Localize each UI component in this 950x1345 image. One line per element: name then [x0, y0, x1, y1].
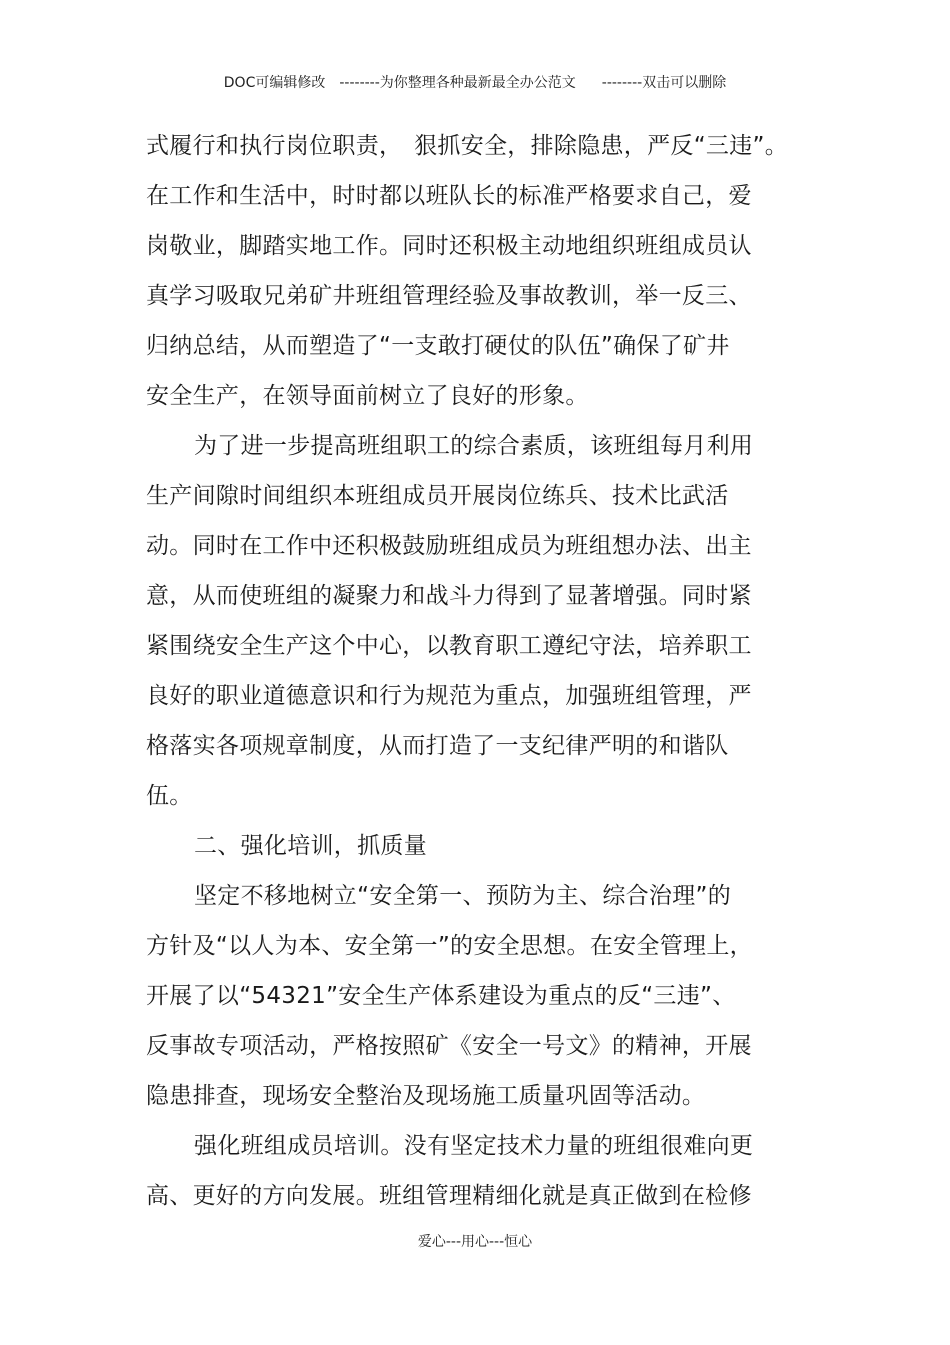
text-line: 归纳总结，从而塑造了“一支敢打硬仗的队伍”确保了矿井: [146, 333, 730, 359]
text-line: 意，从而使班组的凝聚力和战斗力得到了显著增强。同时紧: [146, 583, 752, 609]
text-line: 高、更好的方向发展。班组管理精细化就是真正做到在检修: [146, 1183, 752, 1209]
text-line: 真学习吸取兄弟矿井班组管理经验及事故教训，举一反三、: [146, 283, 752, 309]
text-line: 方针及“以人为本、安全第一”的安全思想。在安全管理上，: [146, 933, 753, 959]
header-doc-label: DOC可编辑修改: [223, 75, 326, 91]
text-line: 安全生产，在领导面前树立了良好的形象。: [146, 383, 589, 409]
text-line: 紧围绕安全生产这个中心，以教育职工遵纪守法，培养职工: [146, 633, 752, 659]
paragraph-start-line: 强化班组成员培训。没有坚定技术力量的班组很难向更: [194, 1133, 754, 1159]
text-line: 格落实各项规章制度，从而打造了一支纪律严明的和谐队: [146, 733, 729, 759]
section-heading: 二、强化培训，抓质量: [194, 833, 427, 859]
text-line: 岗敬业，脚踏实地工作。同时还积极主动地组织班组成员认: [146, 233, 752, 259]
text-line: 隐患排查，现场安全整治及现场施工质量巩固等活动。: [146, 1083, 706, 1109]
text-line: 伍。: [146, 783, 193, 809]
text-line: 在工作和生活中，时时都以班队长的标准严格要求自己，爱: [146, 183, 752, 209]
page-footer: 爱心---用心---恒心: [417, 1234, 533, 1250]
page-header: [0, 72, 950, 92]
paragraph-start-line: 坚定不移地树立“安全第一、预防为主、综合治理”的: [194, 883, 732, 909]
text-line: 反事故专项活动，严格按照矿《安全一号文》的精神，开展: [146, 1033, 752, 1059]
text-line: 式履行和执行岗位职责， 狠抓安全，排除隐患，严反“三违”。: [146, 133, 789, 159]
header-delete-hint: --------双击可以删除: [601, 75, 727, 91]
header-slogan: --------为你整理各种最新最全办公范文: [339, 75, 576, 91]
text-line: 开展了以“54321”安全生产体系建设为重点的反“三违”、: [146, 983, 736, 1009]
text-line: 良好的职业道德意识和行为规范为重点，加强班组管理，严: [146, 683, 752, 709]
paragraph-start-line: 为了进一步提高班组职工的综合素质，该班组每月利用: [194, 433, 754, 459]
text-line: 动。同时在工作中还积极鼓励班组成员为班组想办法、出主: [146, 533, 752, 559]
text-line: 生产间隙时间组织本班组成员开展岗位练兵、技术比武活: [146, 483, 729, 509]
body-text: [146, 121, 816, 1221]
